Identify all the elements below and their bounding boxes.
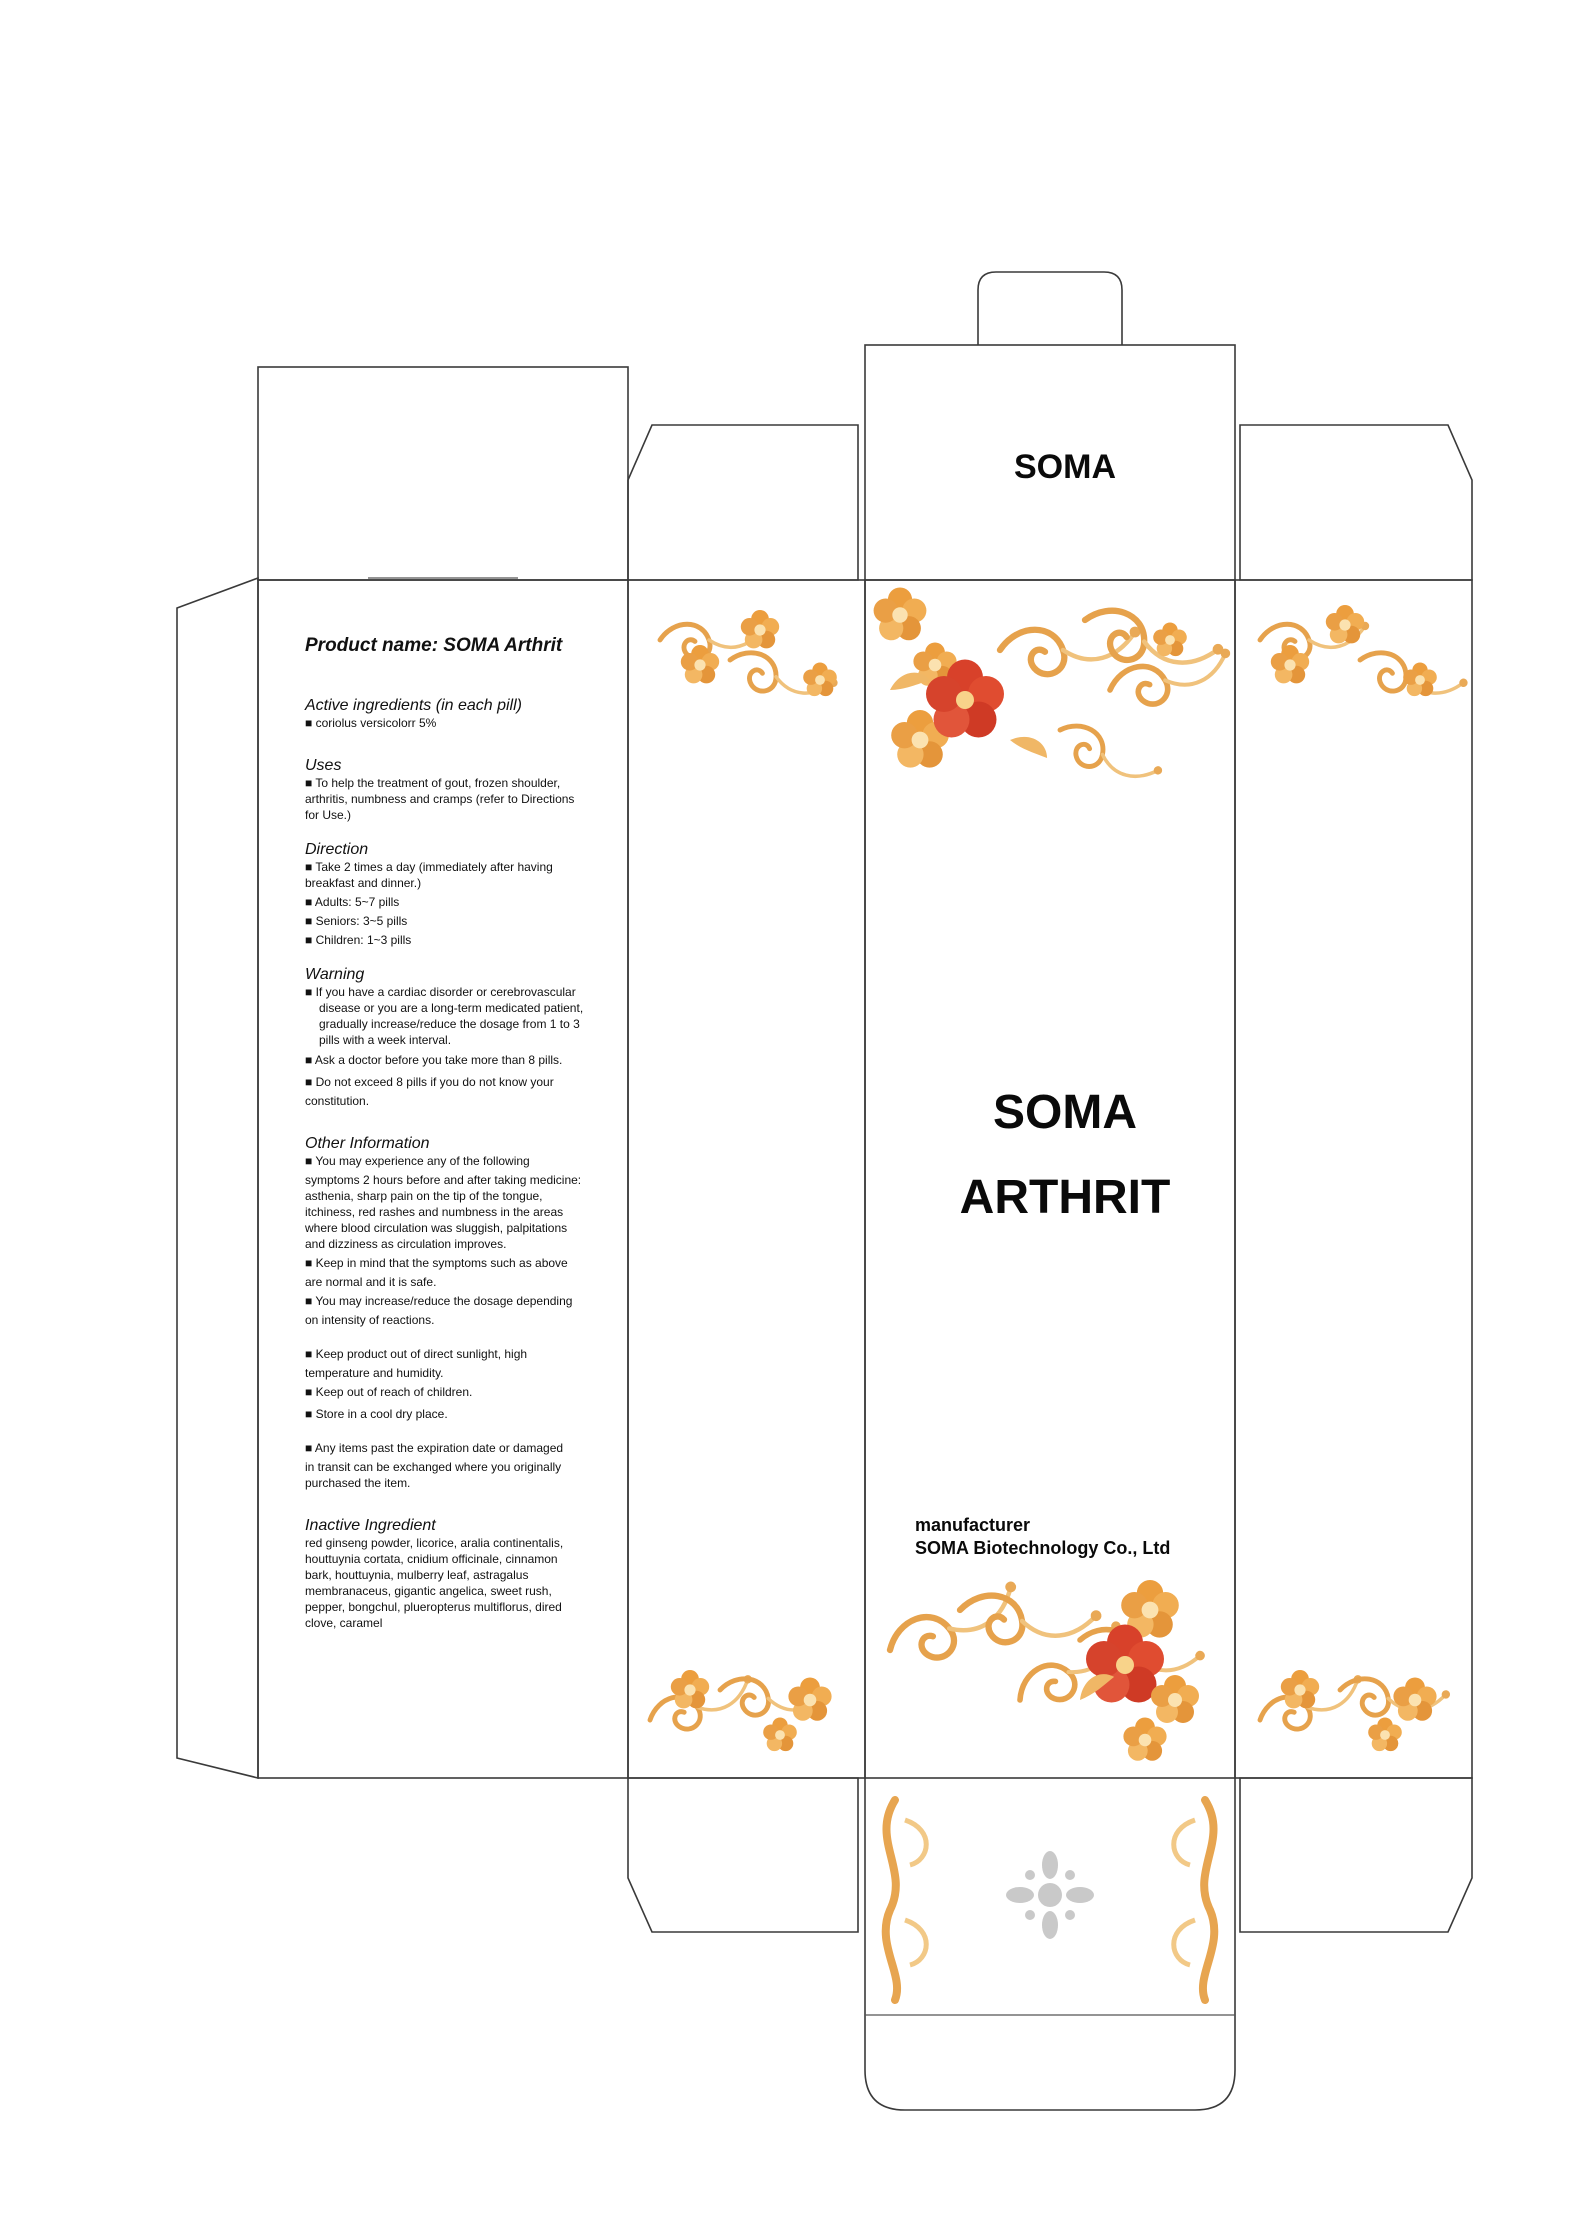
other-line: symptoms 2 hours before and after taking medicine: <box>305 1173 582 1187</box>
storage-line: temperature and humidity. <box>305 1366 444 1380</box>
inactive-line: clove, caramel <box>305 1616 383 1630</box>
uses-line: for Use.) <box>305 808 352 822</box>
warning-heading: Warning <box>305 966 365 983</box>
active-ingredients-heading: Active ingredients (in each pill) <box>305 697 522 714</box>
direction-line: breakfast and dinner.) <box>305 876 422 890</box>
floral-ornament-side-right-top <box>1260 605 1469 715</box>
inactive-line: bark, houttuynia, mulberry leaf, astragalus <box>305 1568 529 1582</box>
inactive-line: red ginseng powder, licorice, aralia continentalis, <box>305 1536 564 1550</box>
direction-heading: Direction <box>305 841 369 858</box>
exchange-line: in transit can be exchanged where you originally <box>305 1460 562 1474</box>
inactive-ingredient-heading: Inactive Ingredient <box>305 1517 436 1534</box>
warning-line: gradually increase/reduce the dosage from 1 to 3 <box>319 1017 580 1031</box>
front-title-line2: ARTHRIT <box>959 1171 1171 1224</box>
side-panel-left <box>628 580 865 1778</box>
direction-line: ■ Seniors: 3~5 pills <box>305 914 408 928</box>
inactive-line: pepper, bongchul, plueropterus multiflorus, dired <box>305 1600 562 1614</box>
other-line: ■ You may increase/reduce the dosage depending <box>305 1294 573 1308</box>
other-line: on intensity of reactions. <box>305 1313 435 1327</box>
side-panel-left-top-flap <box>628 425 858 580</box>
other-info-heading: Other Information <box>305 1135 430 1152</box>
warning-line: pills with a week interval. <box>319 1033 452 1047</box>
floral-ornament-side-right-bottom <box>1255 1670 1450 1751</box>
other-line: asthenia, sharp pain on the tip of the tongue, <box>305 1189 543 1203</box>
other-line: ■ Keep in mind that the symptoms such as above <box>305 1256 568 1270</box>
side-panel-left-bottom-flap <box>628 1778 858 1932</box>
side-panel-right-top-flap <box>1240 425 1472 580</box>
direction-line: ■ Adults: 5~7 pills <box>305 895 400 909</box>
front-title-line1: SOMA <box>993 1086 1137 1139</box>
other-line: are normal and it is safe. <box>305 1275 437 1289</box>
active-line: ■ coriolus versicolorr 5% <box>305 716 437 730</box>
other-line: and dizziness as circulation improves. <box>305 1237 507 1251</box>
floral-ornament-side-left-top <box>660 610 839 715</box>
side-panel-right-bottom-flap <box>1240 1778 1472 1932</box>
lid-tab <box>978 272 1122 345</box>
warning-line: constitution. <box>305 1094 370 1108</box>
warning-line: ■ Ask a doctor before you take more than 8 pills. <box>305 1053 563 1067</box>
ornament-bottom-panel <box>886 1800 1215 2000</box>
warning-line: ■ Do not exceed 8 pills if you do not know your <box>305 1075 554 1089</box>
warning-line: disease or you are a long-term medicated patient, <box>319 1001 584 1015</box>
direction-line: ■ Children: 1~3 pills <box>305 933 412 947</box>
manufacturer-label: manufacturer <box>915 1515 1031 1535</box>
side-panel-right <box>1235 580 1472 1778</box>
floral-ornament-side-left-bottom <box>645 1670 831 1751</box>
warning-line: ■ If you have a cardiac disorder or cerebrovascular <box>305 985 576 999</box>
other-line: where blood circulation was sluggish, palpitations <box>305 1221 568 1235</box>
other-line: ■ You may experience any of the following <box>305 1154 530 1168</box>
lid-brand: SOMA <box>1014 448 1116 486</box>
uses-line: arthritis, numbness and cramps (refer to Directions <box>305 792 575 806</box>
product-name: Product name: SOMA Arthrit <box>305 635 563 656</box>
uses-heading: Uses <box>305 757 342 774</box>
info-text-block <box>305 635 610 1631</box>
floral-ornament-front-top <box>874 588 1237 801</box>
storage-line: ■ Keep product out of direct sunlight, high <box>305 1347 528 1361</box>
direction-line: ■ Take 2 times a day (immediately after having <box>305 860 553 874</box>
storage-line: ■ Keep out of reach of children. <box>305 1385 473 1399</box>
other-line: itchiness, red rashes and numbness in the areas <box>305 1205 564 1219</box>
inactive-line: houttuynia cortata, cnidium officinale, cinnamon <box>305 1552 558 1566</box>
info-top-flap <box>258 367 628 580</box>
exchange-line: purchased the item. <box>305 1476 411 1490</box>
storage-line: ■ Store in a cool dry place. <box>305 1407 448 1421</box>
manufacturer-name: SOMA Biotechnology Co., Ltd <box>915 1538 1171 1558</box>
exchange-line: ■ Any items past the expiration date or damaged <box>305 1441 564 1455</box>
floral-ornament-front-bottom <box>882 1580 1206 1761</box>
uses-line: ■ To help the treatment of gout, frozen shoulder, <box>305 776 561 790</box>
inactive-line: membranaceus, gigantic angelica, sweet rush, <box>305 1584 552 1598</box>
glue-flap <box>177 578 258 1778</box>
